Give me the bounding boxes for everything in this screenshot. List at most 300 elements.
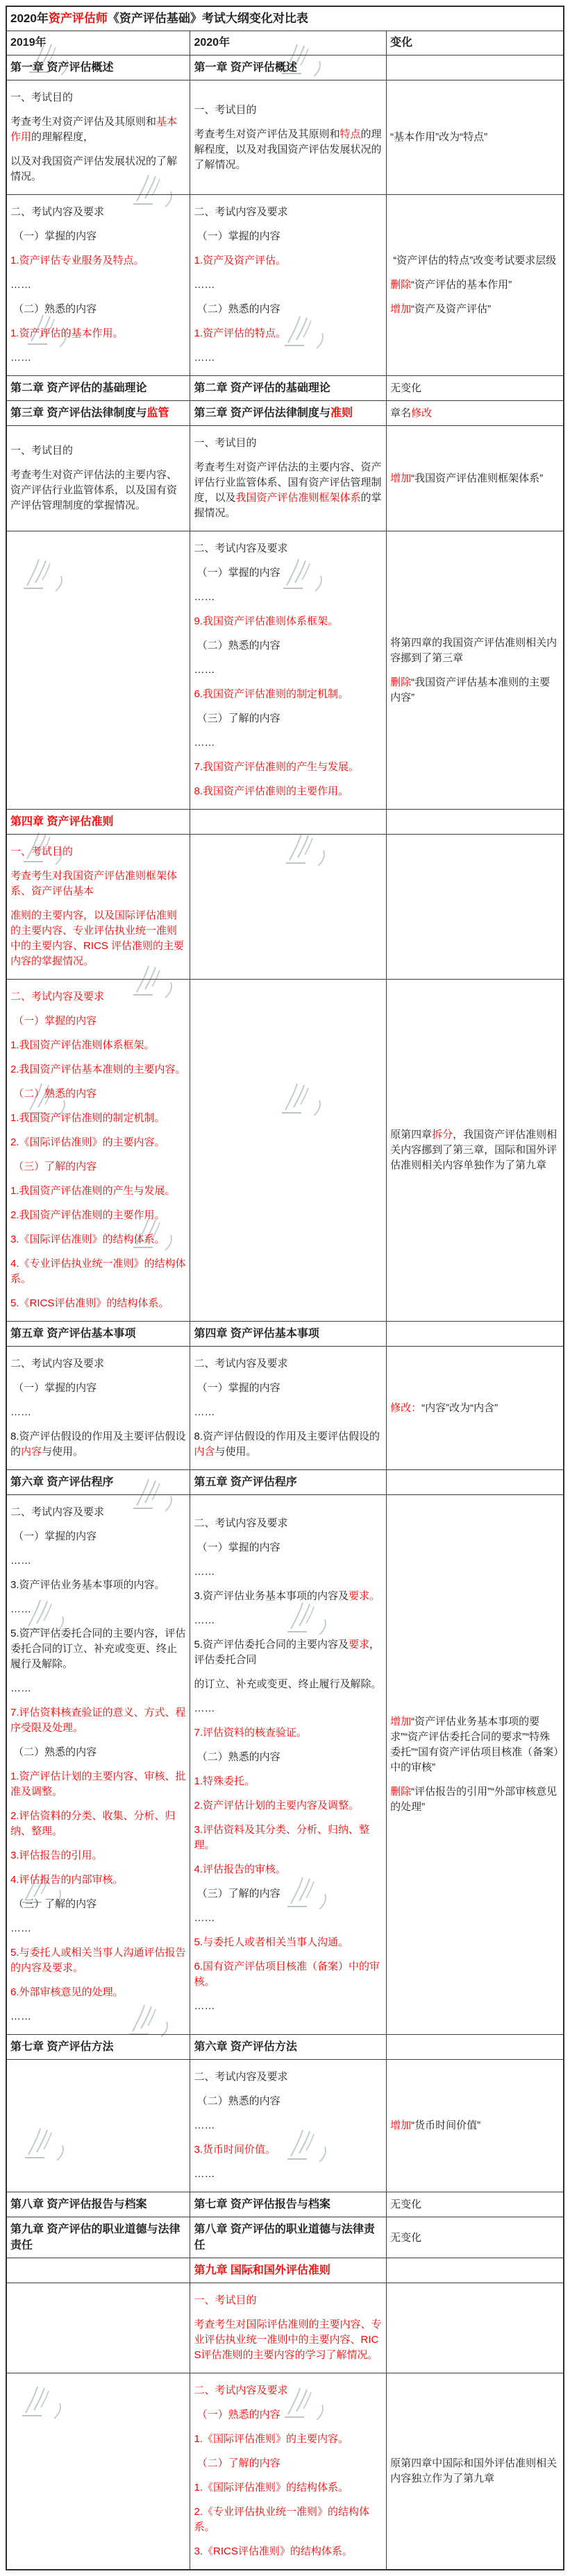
title-row [6,6,564,31]
paragraph [194,1637,383,1668]
paragraph [194,590,383,605]
text-segment: （三）了解的内容 [194,713,280,724]
paragraph [194,2167,383,2182]
paragraph [390,253,560,268]
text-segment: …… [194,1406,215,1418]
text-segment: （二）熟悉的内容 [194,303,280,315]
changed-text-segment: 1.资产及资产评估。 [194,255,286,266]
cell-change [387,531,564,810]
text-segment: 二、考试内容及要求 [194,1517,288,1529]
text-segment: …… [10,1406,31,1418]
text-segment: “货币时间价值” [411,2119,481,2131]
text-segment: （一）掌握的内容 [10,1382,97,1394]
paragraph [10,1745,186,1760]
paragraph [194,1613,383,1628]
paragraph [10,1296,186,1311]
text-segment: 第二章 资产评估的基础理论 [10,382,147,394]
text-segment: 第五章 资产评估基本事项 [10,1328,136,1340]
paragraph [10,1256,186,1287]
cell-2019 [6,1470,190,1495]
changed-text-segment: 增加 [390,1716,412,1728]
paragraph [194,2262,383,2278]
chapter-row [6,1322,564,1347]
paragraph [194,2070,383,2085]
paragraph [390,1401,560,1416]
paragraph [194,1798,383,1814]
changed-text-segment: 修改 [411,407,433,419]
text-segment: 与使用。 [215,1446,257,1458]
text-segment: “我国资产评估准则框架体系” [411,472,544,484]
changed-text-segment: 1.资产评估的基本作用。 [10,327,124,339]
text-segment: 8.资产评估假设的作用及主要评估假设的 [10,1431,186,1458]
content-row [6,2283,564,2373]
paragraph [194,1701,383,1716]
content-row [6,426,564,531]
text-segment: 的订立、补充或变更、终止履行及解除。 [194,1678,382,1690]
changed-text-segment: 考查考生对国际评估准则的主要内容、专业评估执业统一准则中的主要内容、RICS评估准则的主要内容的学习了解情况。 [194,2319,382,2361]
paragraph [194,1677,383,1692]
cell-2020 [190,376,387,401]
paragraph [10,1848,186,1863]
paragraph [10,1086,186,1102]
paragraph [10,90,186,105]
text-segment: 考查考生对资产评估法的主要内容、资产评估行业监管体系、国有资产评估管理制度，以及 [194,461,382,504]
text-segment: 二、考试内容及要求 [10,1358,105,1370]
text-segment: …… [194,1614,215,1626]
paragraph [10,380,186,396]
text-segment: 一、考试目的 [194,437,257,449]
cell-2020 [190,2060,387,2192]
cell-2020 [190,1347,387,1470]
paragraph [10,405,186,421]
text-segment: …… [194,1911,215,1924]
paragraph [194,2039,383,2055]
changed-text-segment: 增加 [390,303,412,315]
changed-text-segment: 修改： [390,1401,422,1414]
paragraph [10,1326,186,1342]
paragraph [194,380,383,396]
changed-text-segment: 准则 [330,407,353,419]
text-segment: 一、考试目的 [10,92,74,103]
changed-text-segment: 3.货币时间价值。 [194,2144,276,2156]
cell-2019 [6,810,190,835]
paragraph [390,380,560,396]
paragraph [10,1232,186,1247]
content-row [6,1347,564,1470]
text-segment: …… [10,1922,31,1934]
paragraph [194,2456,383,2471]
paragraph [390,2197,560,2212]
cell-change [387,195,564,376]
changed-text-segment: 二、考试内容及要求 [194,2385,288,2396]
changed-text-segment: 4.《专业评估执业统一准则》的结构体系。 [10,1258,186,1285]
changed-text-segment: 1.我国资产评估准则的制定机制。 [10,1112,165,1124]
paragraph [194,541,383,556]
text-segment: （二）熟悉的内容 [10,1746,97,1758]
cell-change [387,2192,564,2217]
paragraph [194,2197,383,2212]
paragraph [194,2094,383,2109]
paragraph [194,2221,383,2253]
text-segment: 二、考试内容及要求 [10,206,105,218]
text-segment: （一）掌握的内容 [194,230,280,242]
content-row [6,531,564,810]
column-header-change: 变化 [387,31,564,56]
paragraph [10,326,186,341]
changed-text-segment: （二）熟悉的内容 [10,1088,97,1100]
cell-2019 [6,426,190,531]
paragraph [10,60,186,76]
cell-2019 [6,835,190,980]
paragraph [10,1429,186,1460]
text-segment: “我国资产评估基本准则的主要内容” [390,676,551,703]
text-segment: 一、考试目的 [10,445,74,457]
text-segment: …… [194,279,215,291]
paragraph [194,2544,383,2559]
text-segment: 考查考生对资产评估及其原则和 [194,128,340,140]
paragraph [194,436,383,451]
column-header-2019: 2019年 [6,31,190,56]
paragraph [194,460,383,521]
paragraph [10,1208,186,1223]
changed-text-segment: 4.评估报告的审核。 [194,1863,286,1875]
chapter-row [6,1470,564,1495]
paragraph [194,638,383,654]
text-segment: “资产评估业务基本事项的要求”“资产评估委托合同的要求”“特殊委托”“国有资产评估项目核准（备案）中的审核” [390,1716,559,1773]
paragraph [10,1474,186,1490]
paragraph [10,1111,186,1126]
cell-2020 [190,980,387,1322]
changed-text-segment: 2.我国资产评估基本准则的主要内容。 [10,1064,186,1075]
paragraph [10,1381,186,1396]
changed-text-segment: 第九章 国际和国外评估准则 [194,2264,330,2276]
paragraph [10,1184,186,1199]
text-segment: 章名 [390,407,412,419]
paragraph [10,989,186,1005]
text-segment: 5.资产评估委托合同的主要内容及 [194,1638,349,1650]
paragraph [194,1935,383,1950]
paragraph [194,405,383,421]
cell-2020 [190,810,387,835]
paragraph [390,1784,560,1815]
changed-text-segment: 准则的主要内容，以及国际评估准则的主要内容、专业评估执业统一准则中的主要内容、RICS 评估准则的主要内容的掌握情况。 [10,910,185,967]
paragraph [10,443,186,459]
cell-2020 [190,1470,387,1495]
chapter-row [6,2217,564,2258]
paragraph [10,1135,186,1150]
paragraph [194,127,383,173]
paragraph [194,103,383,118]
paragraph [10,1945,186,1976]
chapter-row [6,2035,564,2060]
changed-text-segment: 要求 [349,1638,370,1650]
paragraph [194,711,383,726]
text-segment: （三）了解的内容 [10,1898,97,1910]
paragraph [10,205,186,220]
cell-2019 [6,1347,190,1470]
paragraph [10,1505,186,1520]
paragraph [10,1014,186,1029]
cell-2020 [190,2192,387,2217]
text-segment: 考查考生对资产评估及其原则和 [10,116,157,128]
paragraph [10,2197,186,2212]
changed-text-segment: 2.我国资产评估准则的主要作用。 [10,1209,165,1221]
changed-text-segment: 5.《RICS评估准则》的结构体系。 [10,1297,169,1309]
text-segment: 考查考生对资产评估法的主要内容、资产评估行业监管体系，以及国有资产评估管理制度的掌握情况。 [10,469,178,511]
changed-text-segment: 8.我国资产评估准则的主要作用。 [194,785,349,797]
cell-2019 [6,1322,190,1347]
text-segment: 二、考试内容及要求 [194,206,288,218]
header-row [6,31,564,56]
paragraph [10,1873,186,1888]
changed-text-segment: 考查考生对我国资产评估准则框架体系、资产评估基本 [10,870,178,897]
text-segment: …… [194,1702,215,1714]
paragraph [10,468,186,513]
changed-text-segment: 1.特殊委托。 [194,1775,255,1787]
paragraph [194,326,383,341]
changed-text-segment: 第四章 资产评估准则 [10,816,114,828]
paragraph [194,2317,383,2363]
cell-change [387,2258,564,2283]
changed-text-segment: 3.评估资料及其分类、分析、归纳、整理。 [194,1823,369,1851]
cell-2019 [6,2035,190,2060]
changed-text-segment: 3.《RICS评估准则》的结构体系。 [194,2545,353,2557]
content-row [6,835,564,980]
changed-text-segment: 6.国有资产评估项目核准（备案）中的审核。 [194,1960,380,1988]
cell-change [387,401,564,426]
cell-2019 [6,531,190,810]
chapter-row [6,2192,564,2217]
paragraph [194,302,383,317]
paragraph [194,1540,383,1555]
paragraph [390,2456,560,2487]
paragraph [10,908,186,969]
changed-text-segment: 拆分 [432,1129,453,1141]
text-segment: …… [194,2168,215,2180]
changed-text-segment: 5.与委托人或者相关当事人沟通。 [194,1936,349,1948]
cell-2020 [190,401,387,426]
text-segment: 的理解程度，以及对我国资产评估发展状况的了解情况。 [194,128,382,171]
paragraph [194,2505,383,2535]
paragraph [10,1553,186,1569]
paragraph [194,735,383,751]
paragraph [10,1578,186,1593]
text-segment: （一）掌握的内容 [194,1541,280,1553]
cell-2020 [190,195,387,376]
changed-text-segment: 7.评估资料核查验证的意义、方式、程序受限及处理。 [10,1707,186,1734]
cell-2020 [190,1495,387,2035]
text-segment: 原第四章中国际和国外评估准则相关内容独立作为了第九章 [390,2457,558,2484]
changed-text-segment: 1.资产评估的特点。 [194,327,286,339]
text-segment: …… [194,664,215,676]
changed-text-segment: 增加 [390,2119,412,2131]
changed-text-segment: 1.《国际评估准则》的结构体系。 [194,2482,349,2493]
cell-2019 [6,2217,190,2258]
paragraph [10,154,186,185]
text-segment: 第六章 资产评估方法 [194,2041,297,2053]
changed-text-segment: 2.资产评估计划的主要内容及调整。 [194,1799,359,1811]
paragraph [194,614,383,629]
text-segment: “资产及资产评估” [411,303,492,315]
text-segment: …… [10,1682,31,1694]
cell-change [387,810,564,835]
text-segment: …… [194,591,215,603]
cell-2020 [190,80,387,195]
cell-2019 [6,2373,190,2570]
paragraph [194,1774,383,1789]
cell-2019 [6,195,190,376]
text-segment: 无变化 [390,2199,422,2210]
changed-text-segment: 1.我国资产评估准则的产生与发展。 [10,1185,176,1197]
paragraph [10,2009,186,2024]
paragraph [10,1159,186,1175]
text-segment: 第四章 资产评估基本事项 [194,1328,319,1340]
paragraph [10,1985,186,2000]
cell-change [387,1347,564,1470]
text-segment: 3.资产评估业务基本事项的内容。 [10,1579,165,1591]
cell-change [387,2217,564,2258]
paragraph [194,1564,383,1580]
changed-text-segment: 1.我国资产评估准则体系框架。 [10,1039,155,1051]
cell-change [387,835,564,980]
cell-2020 [190,2258,387,2283]
cell-2019 [6,2283,190,2373]
changed-text-segment: 1.资产评估计划的主要内容、审核、批准及调整。 [10,1771,186,1798]
paragraph [10,814,186,830]
paragraph [194,1750,383,1765]
changed-text-segment: 4.评估报告的内部审核。 [10,1874,124,1886]
paragraph [194,1589,383,1604]
paragraph [194,1356,383,1372]
text-segment: “基本作用”改为“特点” [390,131,488,143]
paragraph [10,253,186,268]
changed-text-segment: 2.《专业评估执业统一准则》的结构体系。 [194,2506,369,2533]
paragraph [194,1725,383,1741]
paragraph [10,1529,186,1544]
changed-text-segment: 删除 [390,1786,412,1798]
text-segment: …… [194,1999,215,2012]
cell-2020 [190,531,387,810]
changed-text-segment: 2.《国际评估准则》的主要内容。 [10,1136,165,1148]
syllabus-comparison-table [6,6,564,2570]
paragraph [10,1602,186,1617]
text-segment: 第七章 资产评估报告与档案 [194,2199,330,2210]
changed-text-segment: 1.资产评估专业服务及特点。 [10,255,144,266]
changed-text-segment: 特点 [340,128,361,140]
content-row [6,1495,564,2035]
text-segment: （一）掌握的内容 [10,1530,97,1542]
column-header-2020: 2020年 [190,31,387,56]
paragraph [10,2039,186,2055]
changed-text-segment: 7.评估资料的核查验证。 [194,1726,307,1739]
paragraph [390,130,560,145]
text-segment: “内容”改为“内含” [421,1401,498,1414]
paragraph [390,302,560,317]
cell-2020 [190,426,387,531]
text-segment: ，评估委托合同 [194,1638,380,1666]
paragraph [194,687,383,702]
text-segment: 以及对我国资产评估发展状况的了解情况。 [10,155,178,182]
paragraph [390,2230,560,2246]
cell-change [387,80,564,195]
changed-text-segment: 1.《国际评估准则》的主要内容。 [194,2433,349,2445]
changed-text-segment: 删除 [390,676,412,688]
paragraph [194,1823,383,1853]
cell-2019 [6,2060,190,2192]
text-segment: …… [10,352,31,364]
changed-text-segment: 我国资产评估准则框架体系 [235,492,361,504]
cell-2019 [6,2192,190,2217]
content-row [6,980,564,1322]
paragraph [390,1714,560,1775]
text-segment: 第九章 资产评估的职业道德与法律责任 [10,2224,181,2251]
paragraph [194,205,383,220]
paragraph [194,565,383,581]
cell-2020 [190,2035,387,2060]
paragraph [10,1809,186,1839]
cell-change [387,426,564,531]
cell-2020 [190,2283,387,2373]
content-row [6,2373,564,2570]
cell-change [387,2283,564,2373]
paragraph [194,1911,383,1926]
cell-2020 [190,56,387,80]
changed-text-segment: 6.外部审核意见的处理。 [10,1986,124,1998]
changed-text-segment: 9.我国资产评估准则体系框架。 [194,615,338,627]
paragraph [194,2432,383,2447]
chapter-row [6,2258,564,2283]
paragraph [194,1405,383,1420]
paragraph [390,636,560,666]
paragraph [10,1626,186,1672]
paragraph [194,2383,383,2398]
text-segment: 二、考试内容及要求 [194,1358,288,1370]
text-segment: （二）熟悉的内容 [194,2095,280,2107]
paragraph [194,1999,383,2014]
paragraph [194,60,383,76]
paragraph [390,1127,560,1173]
cell-change [387,376,564,401]
changed-text-segment: 6.我国资产评估准则的制定机制。 [194,688,349,700]
cell-2020 [190,1322,387,1347]
paragraph [10,2221,186,2253]
paragraph [390,278,560,293]
text-segment: 的掌握情况。 [194,492,382,519]
text-segment: 《资产评估基础》考试大纲变化对比表 [107,12,308,25]
changed-text-segment: 一、考试目的 [10,846,74,858]
text-segment: 5.资产评估委托合同的主要内容，评估委托合同的订立、补充或变更、终止履行及解除。 [10,1628,186,1670]
changed-text-segment: 3.评估报告的引用。 [10,1850,103,1861]
paragraph [10,114,186,145]
paragraph [390,471,560,486]
paragraph [194,278,383,293]
chapter-row [6,810,564,835]
text-segment: 8.资产评估假设的作用及主要评估假设的 [194,1431,380,1442]
paragraph [10,229,186,244]
cell-2019 [6,2258,190,2283]
changed-text-segment: 一、考试目的 [194,2294,257,2306]
changed-text-segment: 3.《国际评估准则》的结构体系。 [10,1234,165,1245]
text-segment: …… [194,737,215,749]
text-segment: …… [194,2119,215,2131]
text-segment: ，我国资产评估准则相关内容挪到了第三章，国际和国外评估准则相关内容单独作为了第九章 [390,1129,558,1171]
changed-text-segment: （一）熟悉的内容 [194,2409,280,2421]
cell-change [387,56,564,80]
text-segment: 一、考试目的 [194,103,257,116]
text-segment: （二）熟悉的内容 [194,1750,280,1763]
paragraph [194,229,383,244]
content-row [6,80,564,195]
